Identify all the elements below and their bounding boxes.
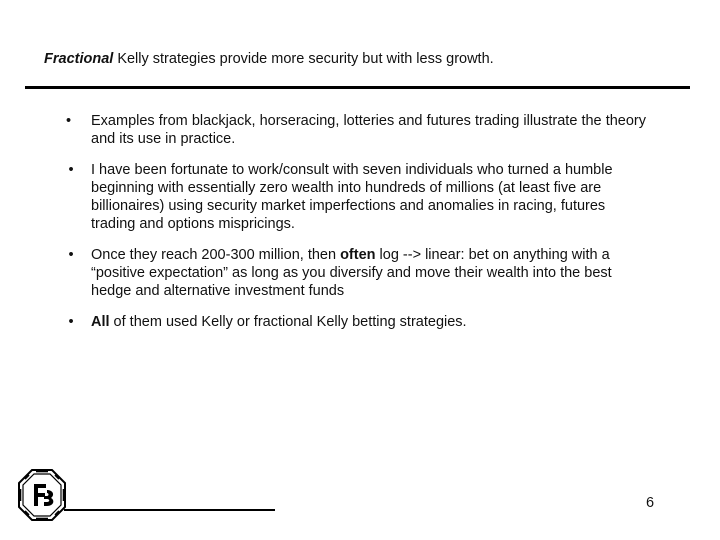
bullet-text: Examples from blackjack, horseracing, lotteries and futures trading illustrate the theory and its use in practice. [91,113,646,148]
bullet-marker: • [68,313,74,330]
bullet-item [66,313,646,331]
page-number: 6 [646,495,655,511]
bullet-marker: • [66,113,72,129]
bullet-item [66,246,646,301]
footer-divider [64,509,275,511]
bullet-text: I have been fortunate to work/consult with seven individuals who turned a humble beginning with essentially zero wealth into hundreds of millions (at least five are billionaires) using security market imperfections and anomalies in racing, futures trading and options mispricings. [91,161,613,233]
bullet-text-before: Once they reach 200-300 million, then [91,246,341,263]
octagon-logo-icon [17,468,67,522]
bullet-marker: • [68,161,74,178]
top-divider [25,86,690,89]
title-emphasis: Fractional [44,51,114,67]
bullet-item [66,112,646,149]
bullet-text-after: log --> linear: bet on anything with a “positive expectation” as long as you diversify and move their wealth into the best hedge and alternative investment funds [91,246,612,300]
bullet-text-bold: All [91,313,110,330]
slide-title [44,50,684,68]
bullet-text-bold: often [340,246,376,263]
bullet-list [66,112,646,343]
bullet-marker: • [68,246,74,263]
bullet-item [66,161,646,234]
bullet-text-after: of them used Kelly or fractional Kelly betting strategies. [109,313,467,330]
title-text: Kelly strategies provide more security but with less growth. [113,51,494,67]
